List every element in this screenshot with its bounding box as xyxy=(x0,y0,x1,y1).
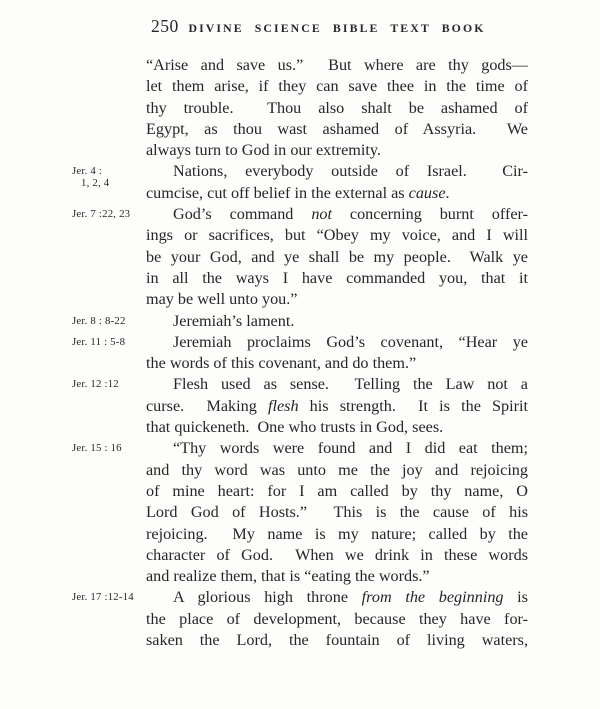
text-line: be your God, and ye shall be my people. Walk ye xyxy=(146,247,528,266)
margin-reference-line: Jer. 17 :12-14 xyxy=(72,591,134,604)
page-number: 250 xyxy=(151,16,179,36)
text-line: Lord God of Hosts.” This is the cause of his xyxy=(146,503,528,522)
text-line: curse. Making flesh his strength. It is the Spirit xyxy=(146,396,529,415)
margin-reference-line: Jer. 15 : 16 xyxy=(72,442,122,455)
margin-reference xyxy=(72,592,144,604)
text-line: Jeremiah proclaims God’s covenant, “Hear ye xyxy=(173,332,528,351)
running-head: DIVINE SCIENCE BIBLE TEXT BOOK xyxy=(188,21,486,35)
margin-reference xyxy=(72,443,144,455)
paragraph xyxy=(72,438,528,587)
text-line: the words of this covenant, and do them.” xyxy=(146,354,417,373)
margin-reference xyxy=(72,209,144,221)
text-line: that quickeneth. One who trusts in God, sees. xyxy=(146,418,444,437)
text-line: saken the Lord, the fountain of living waters, xyxy=(146,631,528,650)
text-line: thy trouble. Thou also shalt be ashamed of xyxy=(146,98,528,117)
margin-reference-line: Jer. 4 : xyxy=(72,165,103,178)
text-line: Flesh used as sense. Telling the Law not a xyxy=(173,375,528,394)
page-header xyxy=(146,15,528,39)
margin-reference xyxy=(72,316,144,328)
text-column xyxy=(72,55,529,651)
text-line: Egypt, as thou wast ashamed of Assyria. We xyxy=(146,119,528,138)
text-line: A glorious high throne from the beginning is xyxy=(173,588,528,607)
paragraph xyxy=(146,55,528,161)
text-line: Jeremiah’s lament. xyxy=(173,311,295,330)
text-line: of mine heart: for I am called by thy name, O xyxy=(146,481,528,500)
text-line: ings or sacrifices, but “Obey my voice, and I will xyxy=(146,226,528,245)
text-line: “Thy words were found and I did eat them; xyxy=(173,439,528,458)
margin-reference xyxy=(72,379,144,391)
text-line: God’s command not concerning burnt offer- xyxy=(173,205,528,224)
margin-reference-line: 1, 2, 4 xyxy=(81,176,110,189)
paragraph xyxy=(72,311,528,332)
text-line: rejoicing. My name is my nature; called by the xyxy=(146,524,528,543)
text-line: Nations, everybody outside of Israel. Cir- xyxy=(173,162,528,181)
paragraph xyxy=(72,161,528,204)
text-line: let them arise, if they can save thee in the time of xyxy=(146,77,528,96)
text-line: in all the ways I have commanded you, that it xyxy=(146,268,528,287)
margin-reference-line: Jer. 11 : 5-8 xyxy=(72,335,126,348)
text-line: cumcise, cut off belief in the external as cause. xyxy=(146,183,450,202)
paragraph xyxy=(72,374,529,438)
margin-reference-line: Jer. 8 : 8-22 xyxy=(72,314,126,327)
margin-reference xyxy=(72,166,144,189)
text-line: may be well unto you.” xyxy=(146,290,298,309)
text-line: character of God. When we drink in these words xyxy=(146,545,528,564)
paragraph xyxy=(72,332,528,375)
text-line: always turn to God in our extremity. xyxy=(146,141,381,160)
paragraph xyxy=(72,587,528,651)
margin-reference-line: Jer. 7 :22, 23 xyxy=(72,208,131,221)
margin-reference-line: Jer. 12 :12 xyxy=(72,378,119,391)
text-line: the place of development, because they have for- xyxy=(146,609,528,628)
text-line: “Arise and save us.” But where are thy gods— xyxy=(146,56,528,74)
text-line: and realize them, that is “eating the words.” xyxy=(146,567,430,586)
margin-reference xyxy=(72,337,144,349)
paragraph xyxy=(72,204,528,310)
text-line: and thy word was unto me the joy and rejoicing xyxy=(146,460,528,479)
